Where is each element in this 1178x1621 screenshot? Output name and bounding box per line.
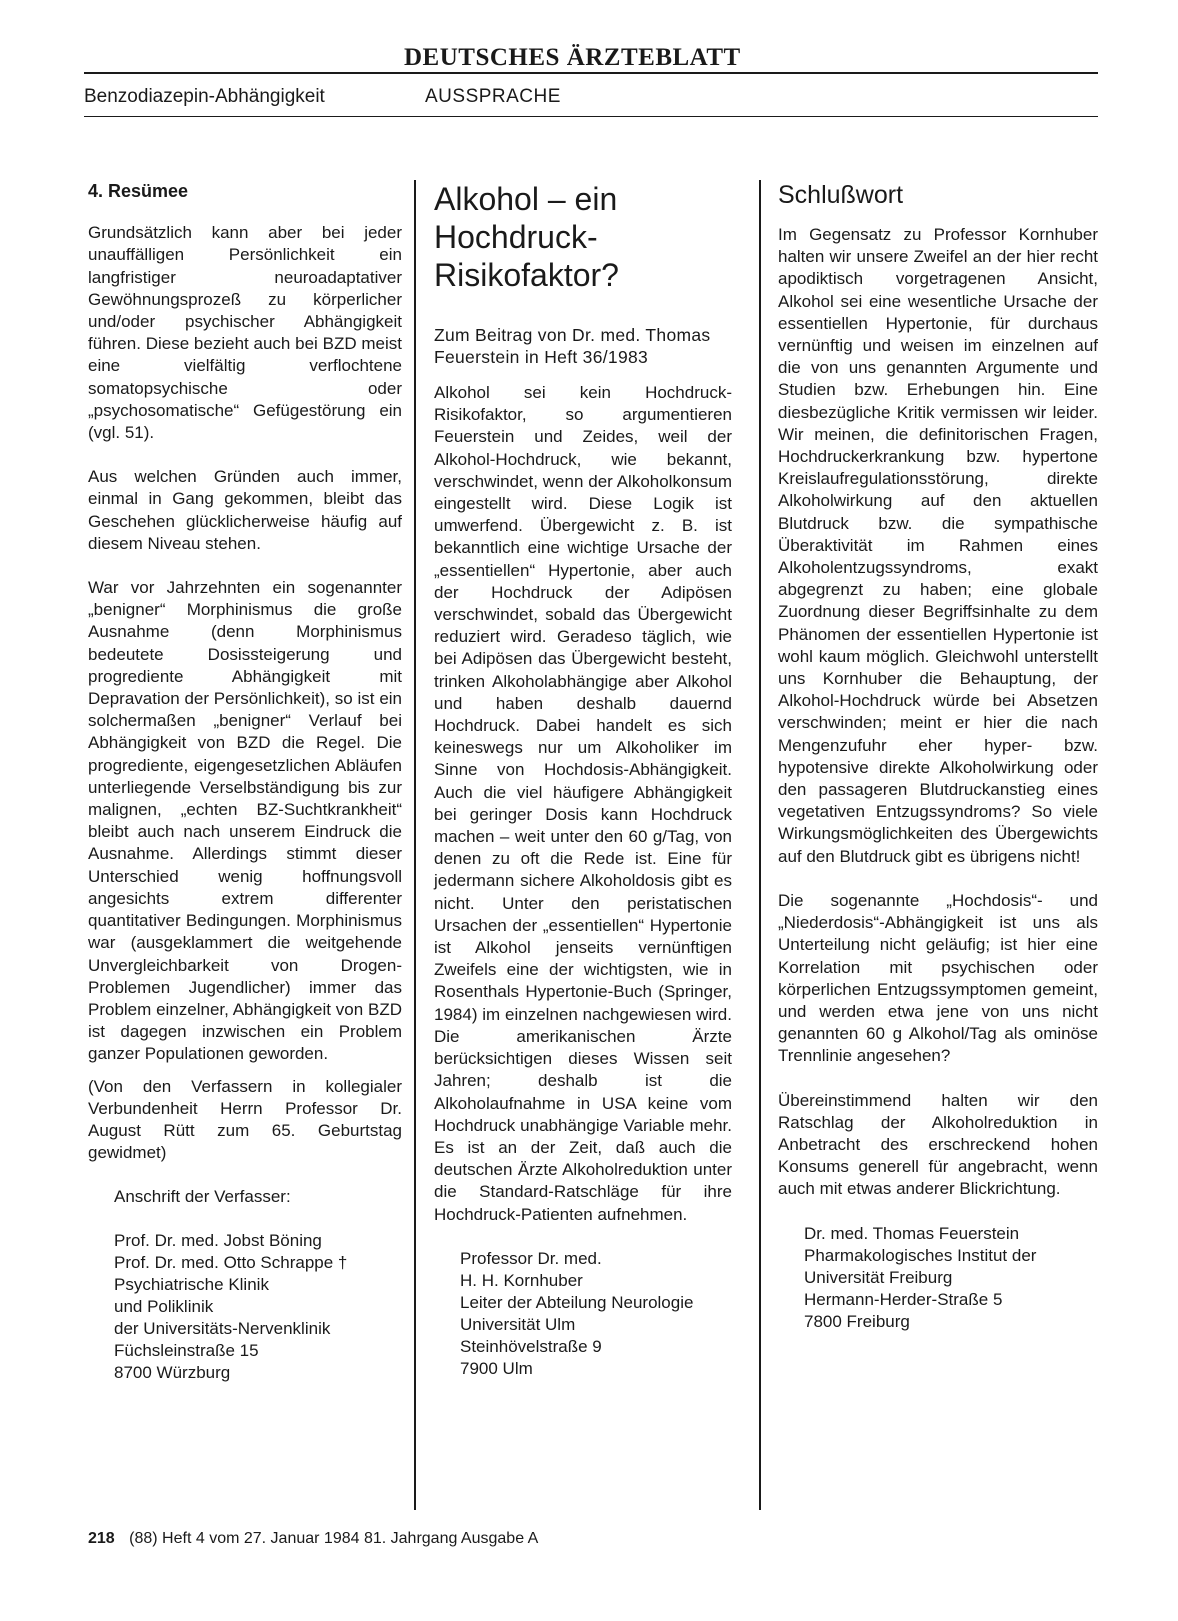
address-line: und Poliklinik <box>114 1297 214 1317</box>
address-line: 7900 Ulm <box>460 1358 533 1378</box>
address-line: Universität Ulm <box>460 1314 576 1334</box>
masthead: DEUTSCHES ÄRZTEBLATT <box>404 44 741 71</box>
address-line: Füchsleinstraße 15 <box>114 1341 259 1361</box>
paragraph: War vor Jahrzehnten ein sogenannter „benigner“ Morphinismus die große Ausnahme (denn Morphinismus bedeutete Dosissteigerung und progrediente Abhängigkeit mit Depravation der Persönlichkeit), so ist ein solchermaßen „benigner“ Verlauf bei Abhängigkeit von BZD die Regel. Die progrediente, eigengesetzlichen Abläufen unterliegende Verselbständigung bis zur malignen, „echten BZ-Suchtkrankheit“ bleibt auch nach unserem Eindruck die Ausnahme. Allerdings stimmt dieser Unterschied wenig hoffnungsvoll angesichts extrem differenter quantitativer Bedingungen. Morphinismus war (ausgeklammert die weitgehende Unvergleichbarkeit von Drogen-Problemen Jugendlicher) immer das Problem einzelner, Abhängigkeit von BZD ist dagegen inzwischen ein Problem ganzer Populationen geworden. <box>88 578 402 1064</box>
reply-title: Schlußwort <box>778 181 904 209</box>
address-line: H. H. Kornhuber <box>460 1270 583 1290</box>
address-line: Prof. Dr. med. Otto Schrappe † <box>114 1253 348 1273</box>
address-label: Anschrift der Verfasser: <box>114 1187 291 1207</box>
paragraph: Im Gegensatz zu Professor Kornhuber halten wir unsere Zweifel an der hier recht apodiktisch vorgetragenen Ansicht, Alkohol sei eine wesentliche Ursache der essentiellen Hypertonie, für durchaus vernünftig und weisen im einzelnen auf die von uns genannten Argumente und Studien bzw. Erhebungen hin. Eine diesbezügliche Kritik vermissen wir leider. Wir meinen, die definitorischen Fragen, Hochdruckerkrankung bzw. hypertone Kreislaufregulationsstörung, direkte Alkoholwirkung auf den aktuellen Blutdruck bzw. die sympathische Überaktivität im Rahmen eines Alkoholentzugssyndroms, exakt abgegrenzt zu haben; eine globale Zuordnung dieser Begriffsinhalte zu dem Phänomen der essentiellen Hypertonie ist wohl kaum möglich. Gleichwohl unterstellt uns Kornhuber die Behauptung, der Alkohol-Hochdruck würde bei Absetzen verschwinden; meint er hier die nach Mengenzufuhr eher hyper- bzw. hypotensive direkte Alkoholwirkung oder den passageren Blutdruckanstieg eines vegetativen Entzugssyndroms? So viele Wirkungsmöglichkeiten des Übergewichts auf den Blutdruck gibt es übrigens nicht! <box>778 225 1098 866</box>
paragraph: Die sogenannte „Hochdosis“- und „Niederdosis“-Abhängigkeit ist uns als Unterteilung nicht geläufig; ist hier eine Korrelation mit psychischen oder körperlichen Entzugssymptomen gemeint, und werden etwa jene von uns nicht genannten 60 g Alkohol/Tag als ominöse Trennlinie angesehen? <box>778 890 1098 1066</box>
column-divider-2 <box>759 180 761 1510</box>
section-heading: 4. Resümee <box>88 181 189 201</box>
column-divider-1 <box>414 180 416 1510</box>
address-line: Universität Freiburg <box>804 1267 953 1287</box>
author-address <box>114 1186 402 1384</box>
page-footer <box>88 1530 538 1548</box>
article-title: Alkohol – ein Hochdruck-Risikofaktor? <box>434 181 619 293</box>
author-address <box>460 1248 732 1380</box>
address-line: der Universitäts-Nervenklinik <box>114 1319 331 1339</box>
address-line: Leiter der Abteilung Neurologie <box>460 1292 694 1312</box>
header-rule-bottom <box>84 116 1098 117</box>
address-line: Prof. Dr. med. Jobst Böning <box>114 1231 322 1251</box>
column-left <box>88 180 402 1384</box>
address-line: 7800 Freiburg <box>804 1311 910 1331</box>
address-line: Steinhövelstraße 9 <box>460 1336 602 1356</box>
paragraph: Grundsätzlich kann aber bei jeder unauffälligen Persönlichkeit ein langfristiger neuroadaptativer Gewöhnungsprozeß zu körperlicher und/oder psychischer Abhängigkeit führen. Diese bezieht auch bei BZD meist eine vielfältig verflochtene somatopsychische oder „psychosomatische“ Gefügestörung ein (vgl. 51). <box>88 223 402 443</box>
author-address <box>804 1223 1098 1333</box>
address-line: Pharmakologisches Institut der <box>804 1245 1037 1265</box>
address-line: Psychiatrische Klinik <box>114 1275 269 1295</box>
column-middle <box>434 180 732 1380</box>
address-line: Hermann-Herder-Straße 5 <box>804 1289 1003 1309</box>
address-line: Professor Dr. med. <box>460 1248 602 1268</box>
running-head-topic: Benzodiazepin-Abhängigkeit <box>84 86 325 107</box>
issue-info: (88) Heft 4 vom 27. Januar 1984 81. Jahrgang Ausgabe A <box>129 1530 539 1547</box>
paragraph: Alkohol sei kein Hochdruck-Risikofaktor, so argumentieren Feuerstein und Zeides, weil der Alkohol-Hochdruck, wie bekannt, verschwindet, wenn der Alkoholkonsum eingestellt wird. Diese Logik ist umwerfend. Übergewicht z. B. ist bekanntlich eine wichtige Ursache der „essentiellen“ Hypertonie, aber auch der Hochdruck der Adipösen verschwindet, sobald das Übergewicht reduziert wird. Geradeso täglich, wie bei Adipösen das Übergewicht besteht, trinken Alkoholabhängige aber Alkohol und haben deshalb dauernd Hochdruck. Dabei handelt es sich keineswegs nur um Alkoholiker im Sinne von Hochdosis-Abhängigkeit. Auch die viel häufigere Abhängigkeit bei geringer Dosis kann Hochdruck machen – weit unter den 60 g/Tag, von denen zu oft die Rede ist. Eine für jedermann sichere Alkoholdosis gibt es nicht. Unter den peristatischen Ursachen der „essentiellen“ Hypertonie ist Alkohol jenseits vernünftigen Zweifels eine der wichtigsten, wie in Rosenthals Hypertonie-Buch (Springer, 1984) im einzelnen nachgewiesen wird. Die amerikanischen Ärzte berücksichtigen dieses Wissen seit Jahren; deshalb ist die Alkoholaufnahme in USA keine vom Hochdruck unabhängige Variable mehr. Es ist an der Zeit, daß auch die deutschen Ärzte Alkoholreduktion unter die Standard-Ratschläge für ihre Hochdruck-Patienten aufnehmen. <box>434 383 732 1224</box>
column-right <box>778 180 1098 1333</box>
running-head-section: AUSSPRACHE <box>425 86 561 107</box>
paragraph: Übereinstimmend halten wir den Ratschlag der Alkoholreduktion in Anbetracht des erschreckend hohen Konsums generell für angebracht, wenn auch mit etwas anderer Blickrichtung. <box>778 1090 1098 1199</box>
address-line: Dr. med. Thomas Feuerstein <box>804 1223 1020 1243</box>
dedication: (Von den Verfassern in kollegialer Verbundenheit Herrn Professor Dr. August Rütt zum 65. Geburtstag gewidmet) <box>88 1076 402 1163</box>
article-subhead: Zum Beitrag von Dr. med. Thomas Feuerstein in Heft 36/1983 <box>434 325 711 367</box>
header-rule-top <box>84 72 1098 74</box>
page-number: 218 <box>88 1530 115 1547</box>
address-line: 8700 Würzburg <box>114 1363 231 1383</box>
paragraph: Aus welchen Gründen auch immer, einmal in Gang gekommen, bleibt das Geschehen glücklicherweise häufig auf diesem Niveau stehen. <box>88 467 402 553</box>
